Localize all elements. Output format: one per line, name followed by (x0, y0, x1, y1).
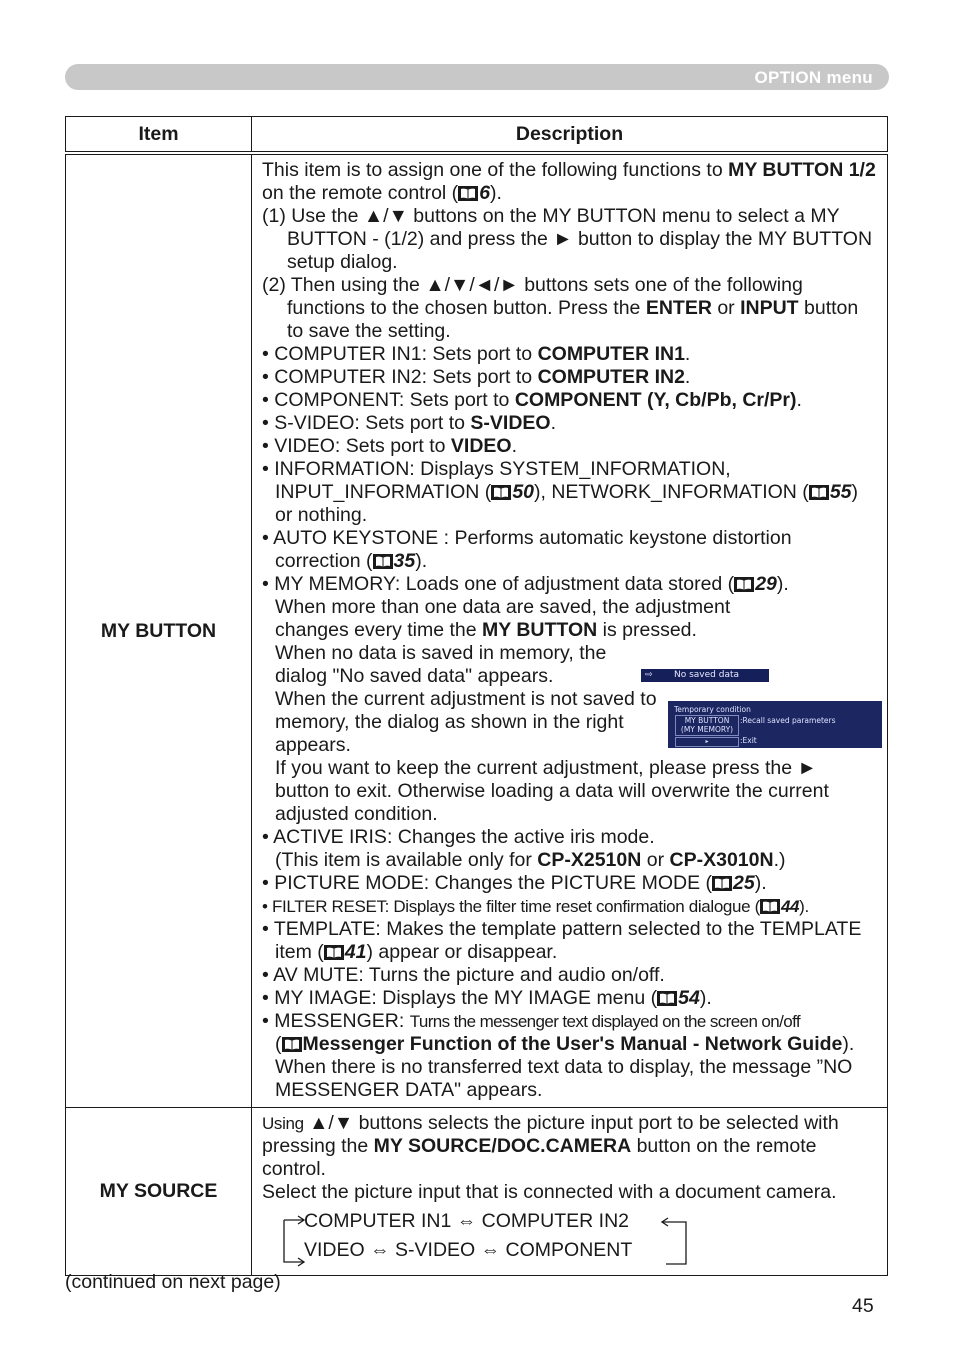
my-source-note: Select the picture input that is connected with a document camera. (262, 1181, 837, 1203)
step-1: (1) Use the ▲/▼ buttons on the MY BUTTON menu to select a MY BUTTON - (1/2) and press the ► button to display the MY BUTTON setup dialog. (262, 205, 873, 273)
bullet-av-mute: • AV MUTE: Turns the picture and audio on/off. (262, 964, 665, 986)
my-source-desc: Using ▲/▼ buttons selects the picture input port to be selected with pressing the MY SOURCE/DOC.CAMERA button on the remote control. (262, 1112, 839, 1180)
bullet-computer-in2: • COMPUTER IN2: Sets port to COMPUTER IN2. (262, 366, 691, 388)
dialog-text: No saved data (674, 670, 740, 680)
input-cycle-diagram (262, 1208, 879, 1270)
bullet-computer-in1: • COMPUTER IN1: Sets port to COMPUTER IN1. (262, 343, 691, 365)
book-icon (657, 991, 677, 1006)
table-header-row (66, 117, 888, 154)
table-row-my-button (66, 153, 888, 1108)
book-icon (458, 186, 478, 201)
book-icon (324, 945, 344, 960)
recall-text: :Recall saved parameters (740, 716, 836, 725)
page-ref: 6 (479, 182, 491, 204)
my-memory-note-2: When no data is saved in memory, the dialog "No saved data" appears. (275, 642, 607, 687)
table-row-my-source (66, 1108, 888, 1276)
col-header-description: Description (252, 117, 888, 154)
description-my-source (252, 1108, 888, 1276)
description-my-button (252, 153, 888, 1108)
messenger-note: When there is no transferred text data to display, the message ”NO MESSENGER DATA" appears. (275, 1056, 853, 1101)
continued-note: (continued on next page) (65, 1271, 281, 1293)
bullet-component: • COMPONENT: Sets port to COMPONENT (Y, Cb/Pb, Cr/Pr). (262, 389, 802, 411)
intro-paragraph: This item is to assign one of the following functions to MY BUTTON 1/2 on the remote control ( 6). (262, 159, 876, 204)
temporary-condition-dialog (668, 701, 882, 748)
cycle-row-video: VIDEO ⇔ S-VIDEO ⇔ COMPONENT (304, 1239, 633, 1261)
book-icon (282, 1037, 302, 1052)
book-icon (760, 899, 780, 914)
section-header-bar (65, 64, 889, 90)
bullet-picture-mode: • PICTURE MODE: Changes the PICTURE MODE ( 25). (262, 872, 767, 894)
bullet-messenger: • MESSENGER: Turns the messenger text displayed on the screen on/off (262, 1010, 801, 1032)
book-icon (491, 485, 511, 500)
no-saved-data-dialog (641, 669, 769, 682)
book-icon (809, 485, 829, 500)
book-icon (734, 577, 754, 592)
right-arrow-key: ▸ (675, 737, 739, 747)
my-memory-note-3: When the current adjustment is not saved to memory, the dialog as shown in the right appears. (275, 688, 657, 756)
dialog-title: Temporary condition (674, 705, 751, 714)
my-button-key: MY BUTTON (MY MEMORY) (675, 715, 739, 736)
exit-text: :Exit (740, 736, 757, 745)
option-menu-table (65, 116, 888, 1276)
bullet-s-video: • S-VIDEO: Sets port to S-VIDEO. (262, 412, 557, 434)
bullet-my-image: • MY IMAGE: Displays the MY IMAGE menu ( 54). (262, 987, 712, 1009)
bullet-active-iris: • ACTIVE IRIS: Changes the active iris mode. (262, 826, 655, 848)
bullet-template: • TEMPLATE: Makes the template pattern selected to the TEMPLATE item ( 41) appear or disappear. (262, 918, 862, 963)
book-icon (712, 876, 732, 891)
item-my-button: MY BUTTON (66, 153, 252, 1108)
bullet-video: • VIDEO: Sets port to VIDEO. (262, 435, 518, 457)
bullet-information: • INFORMATION: Displays SYSTEM_INFORMATION, INPUT_INFORMATION ( 50), NETWORK_INFORMATION ( 55) or nothing. (262, 458, 859, 526)
page-number: 45 (852, 1295, 874, 1317)
step-2: (2) Then using the ▲/▼/◄/► buttons sets one of the following functions to the chosen button. Press the ENTER or INPUT button to save the setting. (262, 274, 859, 342)
col-header-item: Item (66, 117, 252, 154)
item-my-source: MY SOURCE (66, 1108, 252, 1276)
my-memory-note-1: When more than one data are saved, the adjustment changes every time the MY BUTTON is pressed. (275, 596, 731, 641)
section-label: OPTION menu (754, 68, 873, 87)
my-memory-note-4: If you want to keep the current adjustment, please press the ► button to exit. Otherwise loading a data will overwrite the current adjusted condition. (275, 757, 829, 825)
messenger-ref: ( Messenger Function of the User's Manual - Network Guide). (275, 1033, 855, 1055)
bullet-my-memory: • MY MEMORY: Loads one of adjustment data stored ( 29). (262, 573, 789, 595)
cycle-row-computer: COMPUTER IN1 ⇔ COMPUTER IN2 (304, 1210, 630, 1232)
book-icon (373, 554, 393, 569)
dialog-arrow-icon: ⇨ (645, 670, 653, 680)
bullet-auto-keystone: • AUTO KEYSTONE : Performs automatic keystone distortion correction ( 35). (262, 527, 792, 572)
active-iris-note: (This item is available only for CP-X2510N or CP-X3010N.) (275, 849, 786, 871)
bullet-filter-reset: • FILTER RESET: Displays the filter time reset confirmation dialogue ( 44). (262, 897, 809, 916)
